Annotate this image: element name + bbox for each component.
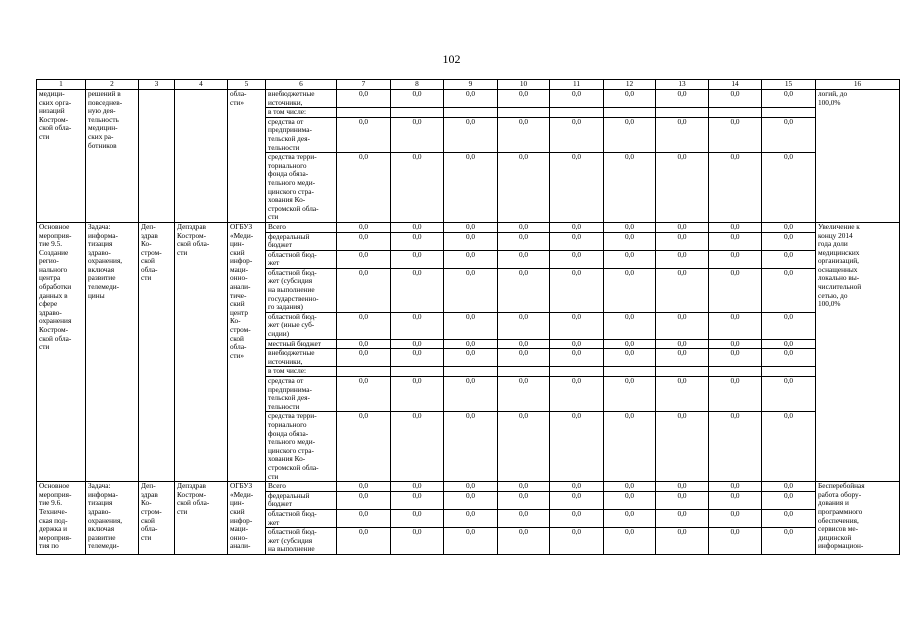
- executor-cell: Деп- здрав Ко- стром- ской обла- сти: [139, 482, 175, 555]
- participant-cell: ОГБУЗ «Меди- цин- ский инфор- маци- онно- анали-: [228, 482, 266, 555]
- executor-cell: Деп- здрав Ко- стром- ской обла- сти: [139, 222, 175, 481]
- value-cell: 0,0: [656, 268, 709, 312]
- value-cell: 0,0: [656, 509, 709, 527]
- value-cell: 0,0: [709, 349, 762, 367]
- value-cell: 0,0: [337, 339, 391, 349]
- value-cell: 0,0: [656, 90, 709, 108]
- value-cell: 0,0: [709, 509, 762, 527]
- value-cell: [391, 108, 444, 118]
- header-cell: 9: [444, 80, 498, 90]
- value-cell: [604, 108, 656, 118]
- value-cell: 0,0: [762, 339, 816, 349]
- value-cell: 0,0: [709, 90, 762, 108]
- value-cell: 0,0: [337, 153, 391, 223]
- value-cell: 0,0: [604, 153, 656, 223]
- value-cell: 0,0: [550, 491, 604, 509]
- value-cell: 0,0: [656, 222, 709, 232]
- value-cell: 0,0: [604, 90, 656, 108]
- value-cell: 0,0: [337, 412, 391, 482]
- value-cell: 0,0: [337, 232, 391, 250]
- funding-source-cell: федеральный бюджет: [266, 232, 337, 250]
- value-cell: 0,0: [762, 222, 816, 232]
- value-cell: 0,0: [709, 528, 762, 555]
- value-cell: 0,0: [709, 268, 762, 312]
- funding-source-cell: Всего: [266, 482, 337, 492]
- value-cell: 0,0: [709, 232, 762, 250]
- value-cell: 0,0: [337, 268, 391, 312]
- participant-cell: обла- сти»: [228, 90, 266, 223]
- value-cell: 0,0: [604, 412, 656, 482]
- value-cell: 0,0: [709, 377, 762, 412]
- coexecutor-cell: Депздрав Костром- ской обла- сти: [175, 222, 228, 481]
- table-row: [37, 482, 900, 492]
- value-cell: 0,0: [656, 232, 709, 250]
- value-cell: [550, 108, 604, 118]
- value-cell: 0,0: [550, 482, 604, 492]
- value-cell: [391, 367, 444, 377]
- value-cell: 0,0: [498, 250, 550, 268]
- value-cell: 0,0: [444, 232, 498, 250]
- value-cell: 0,0: [604, 339, 656, 349]
- value-cell: [444, 367, 498, 377]
- value-cell: 0,0: [337, 349, 391, 367]
- value-cell: 0,0: [498, 412, 550, 482]
- header-row: [37, 80, 900, 90]
- header-cell: 1: [37, 80, 86, 90]
- header-cell: 6: [266, 80, 337, 90]
- value-cell: 0,0: [498, 90, 550, 108]
- value-cell: 0,0: [762, 232, 816, 250]
- expected-result-cell: Бесперебойная работа обору- дования и программного обеспечения, сервисов ме- дицинской информацион-: [816, 482, 900, 555]
- header-cell: 15: [762, 80, 816, 90]
- value-cell: 0,0: [550, 222, 604, 232]
- value-cell: 0,0: [550, 153, 604, 223]
- header-cell: 10: [498, 80, 550, 90]
- value-cell: 0,0: [762, 117, 816, 152]
- value-cell: [337, 108, 391, 118]
- value-cell: 0,0: [337, 491, 391, 509]
- header-cell: 8: [391, 80, 444, 90]
- value-cell: 0,0: [709, 482, 762, 492]
- value-cell: 0,0: [550, 250, 604, 268]
- coexecutor-cell: [175, 90, 228, 223]
- value-cell: 0,0: [498, 528, 550, 555]
- value-cell: 0,0: [337, 90, 391, 108]
- table-row: [37, 222, 900, 232]
- value-cell: 0,0: [498, 377, 550, 412]
- value-cell: 0,0: [498, 339, 550, 349]
- value-cell: 0,0: [391, 377, 444, 412]
- expected-result-cell: Увеличение к концу 2014 года доли медицинских организаций, оснащенных локально вы- числительной сетью, до 100,0%: [816, 222, 900, 481]
- value-cell: 0,0: [762, 250, 816, 268]
- value-cell: 0,0: [444, 117, 498, 152]
- value-cell: 0,0: [656, 482, 709, 492]
- value-cell: 0,0: [391, 222, 444, 232]
- value-cell: 0,0: [656, 339, 709, 349]
- value-cell: 0,0: [498, 349, 550, 367]
- value-cell: 0,0: [709, 117, 762, 152]
- header-cell: 2: [86, 80, 139, 90]
- value-cell: 0,0: [762, 312, 816, 339]
- value-cell: 0,0: [656, 528, 709, 555]
- expected-result-cell: логий, до 100,0%: [816, 90, 900, 223]
- value-cell: [604, 367, 656, 377]
- value-cell: 0,0: [391, 339, 444, 349]
- value-cell: 0,0: [709, 312, 762, 339]
- table-row: [37, 90, 900, 108]
- event-name-cell: Основное мероприя- тие 9.5. Создание регио- нального центра обработки данных в сфере здраво- охранения Костром- ской обла- сти: [37, 222, 86, 481]
- event-name-cell: медици- ских орга- низаций Костром- ской обла- сти: [37, 90, 86, 223]
- value-cell: 0,0: [391, 250, 444, 268]
- funding-source-cell: в том числе:: [266, 108, 337, 118]
- event-name-cell: Основное мероприя- тие 9.6. Техниче- ская под- держка и мероприя- тия по: [37, 482, 86, 555]
- value-cell: 0,0: [391, 312, 444, 339]
- value-cell: 0,0: [391, 491, 444, 509]
- value-cell: 0,0: [604, 312, 656, 339]
- funding-source-cell: областной бюд- жет: [266, 509, 337, 527]
- value-cell: 0,0: [550, 232, 604, 250]
- coexecutor-cell: Депздрав Костром- ской обла- сти: [175, 482, 228, 555]
- value-cell: 0,0: [444, 491, 498, 509]
- value-cell: 0,0: [444, 349, 498, 367]
- value-cell: 0,0: [709, 339, 762, 349]
- funding-source-cell: в том числе:: [266, 367, 337, 377]
- value-cell: 0,0: [391, 349, 444, 367]
- value-cell: 0,0: [444, 528, 498, 555]
- value-cell: 0,0: [498, 117, 550, 152]
- value-cell: 0,0: [444, 509, 498, 527]
- funding-source-cell: местный бюджет: [266, 339, 337, 349]
- value-cell: 0,0: [762, 491, 816, 509]
- value-cell: [656, 108, 709, 118]
- value-cell: 0,0: [337, 482, 391, 492]
- value-cell: 0,0: [444, 268, 498, 312]
- value-cell: 0,0: [604, 222, 656, 232]
- value-cell: 0,0: [604, 268, 656, 312]
- value-cell: 0,0: [444, 377, 498, 412]
- value-cell: [337, 367, 391, 377]
- value-cell: 0,0: [550, 268, 604, 312]
- value-cell: 0,0: [656, 491, 709, 509]
- value-cell: [656, 367, 709, 377]
- value-cell: [762, 367, 816, 377]
- header-cell: 14: [709, 80, 762, 90]
- value-cell: 0,0: [656, 349, 709, 367]
- executor-cell: [139, 90, 175, 223]
- value-cell: 0,0: [498, 509, 550, 527]
- page-number: 102: [442, 52, 461, 66]
- funding-source-cell: областной бюд- жет (иные суб- сидии): [266, 312, 337, 339]
- value-cell: [498, 367, 550, 377]
- value-cell: 0,0: [656, 412, 709, 482]
- value-cell: 0,0: [444, 90, 498, 108]
- value-cell: 0,0: [656, 377, 709, 412]
- funding-source-cell: областной бюд- жет: [266, 250, 337, 268]
- value-cell: 0,0: [391, 232, 444, 250]
- value-cell: 0,0: [604, 117, 656, 152]
- value-cell: 0,0: [656, 117, 709, 152]
- header-cell: 4: [175, 80, 228, 90]
- header-cell: 5: [228, 80, 266, 90]
- value-cell: 0,0: [550, 339, 604, 349]
- value-cell: 0,0: [762, 377, 816, 412]
- funding-source-cell: областной бюд- жет (субсидия на выполнение государственно- го задания): [266, 268, 337, 312]
- value-cell: 0,0: [444, 153, 498, 223]
- header-cell: 13: [656, 80, 709, 90]
- value-cell: 0,0: [550, 509, 604, 527]
- value-cell: 0,0: [656, 153, 709, 223]
- funding-source-cell: внебюджетные источники,: [266, 349, 337, 367]
- value-cell: 0,0: [391, 412, 444, 482]
- task-cell: решений в повседнев- ную дея- тельность медицин- ских ра- ботников: [86, 90, 139, 223]
- header-cell: 7: [337, 80, 391, 90]
- value-cell: 0,0: [391, 268, 444, 312]
- value-cell: 0,0: [550, 412, 604, 482]
- value-cell: 0,0: [604, 509, 656, 527]
- funding-source-cell: средства терри- ториального фонда обяза- тельного меди- цинского стра- хования Ко- стромской обла- сти: [266, 153, 337, 223]
- value-cell: 0,0: [762, 153, 816, 223]
- value-cell: 0,0: [444, 339, 498, 349]
- value-cell: 0,0: [550, 377, 604, 412]
- value-cell: 0,0: [337, 312, 391, 339]
- participant-cell: ОГБУЗ «Меди- цин- ский инфор- маци- онно- анали- тиче- ский центр Ко- стром- ской обла- сти»: [228, 222, 266, 481]
- header-cell: 3: [139, 80, 175, 90]
- value-cell: 0,0: [656, 250, 709, 268]
- value-cell: 0,0: [709, 153, 762, 223]
- value-cell: 0,0: [550, 528, 604, 555]
- value-cell: 0,0: [337, 250, 391, 268]
- value-cell: 0,0: [762, 509, 816, 527]
- funding-source-cell: областной бюд- жет (субсидия на выполнение: [266, 528, 337, 555]
- value-cell: 0,0: [444, 482, 498, 492]
- value-cell: 0,0: [391, 90, 444, 108]
- value-cell: 0,0: [391, 509, 444, 527]
- value-cell: 0,0: [709, 222, 762, 232]
- value-cell: 0,0: [550, 117, 604, 152]
- value-cell: 0,0: [444, 250, 498, 268]
- value-cell: 0,0: [498, 482, 550, 492]
- table-body: [37, 80, 900, 555]
- value-cell: 0,0: [498, 312, 550, 339]
- task-cell: Задача: информа- тизация здраво- охранения, включая развитие телемеди- цины: [86, 222, 139, 481]
- value-cell: 0,0: [762, 528, 816, 555]
- value-cell: [762, 108, 816, 118]
- value-cell: 0,0: [337, 509, 391, 527]
- value-cell: 0,0: [604, 528, 656, 555]
- value-cell: 0,0: [762, 412, 816, 482]
- value-cell: [444, 108, 498, 118]
- funding-source-cell: Всего: [266, 222, 337, 232]
- header-cell: 11: [550, 80, 604, 90]
- funding-source-cell: внебюджетные источники,: [266, 90, 337, 108]
- value-cell: 0,0: [391, 528, 444, 555]
- value-cell: 0,0: [604, 232, 656, 250]
- value-cell: [709, 108, 762, 118]
- value-cell: 0,0: [709, 491, 762, 509]
- value-cell: [550, 367, 604, 377]
- value-cell: 0,0: [498, 222, 550, 232]
- value-cell: 0,0: [656, 312, 709, 339]
- header-cell: 12: [604, 80, 656, 90]
- value-cell: 0,0: [498, 232, 550, 250]
- value-cell: 0,0: [762, 90, 816, 108]
- funding-source-cell: федеральный бюджет: [266, 491, 337, 509]
- value-cell: 0,0: [391, 482, 444, 492]
- budget-table: [36, 79, 900, 555]
- funding-source-cell: средства от предпринима- тельской дея- тельности: [266, 117, 337, 152]
- value-cell: 0,0: [444, 222, 498, 232]
- funding-source-cell: средства от предпринима- тельской дея- тельности: [266, 377, 337, 412]
- value-cell: 0,0: [498, 268, 550, 312]
- value-cell: 0,0: [604, 482, 656, 492]
- funding-source-cell: средства терри- ториального фонда обяза- тельного меди- цинского стра- хования Ко- стромской обла- сти: [266, 412, 337, 482]
- value-cell: 0,0: [604, 377, 656, 412]
- value-cell: 0,0: [337, 377, 391, 412]
- value-cell: 0,0: [762, 268, 816, 312]
- value-cell: 0,0: [550, 312, 604, 339]
- task-cell: Задача: информа- тизация здраво- охранения, включая развитие телемеди-: [86, 482, 139, 555]
- value-cell: [709, 367, 762, 377]
- value-cell: 0,0: [550, 349, 604, 367]
- value-cell: 0,0: [550, 90, 604, 108]
- value-cell: 0,0: [498, 491, 550, 509]
- value-cell: 0,0: [444, 412, 498, 482]
- value-cell: 0,0: [391, 153, 444, 223]
- value-cell: 0,0: [762, 349, 816, 367]
- value-cell: 0,0: [498, 153, 550, 223]
- value-cell: 0,0: [709, 250, 762, 268]
- value-cell: 0,0: [604, 250, 656, 268]
- value-cell: 0,0: [762, 482, 816, 492]
- value-cell: 0,0: [337, 528, 391, 555]
- value-cell: 0,0: [337, 117, 391, 152]
- value-cell: 0,0: [709, 412, 762, 482]
- value-cell: 0,0: [604, 349, 656, 367]
- value-cell: [498, 108, 550, 118]
- value-cell: 0,0: [444, 312, 498, 339]
- value-cell: 0,0: [391, 117, 444, 152]
- value-cell: 0,0: [604, 491, 656, 509]
- header-cell: 16: [816, 80, 900, 90]
- value-cell: 0,0: [337, 222, 391, 232]
